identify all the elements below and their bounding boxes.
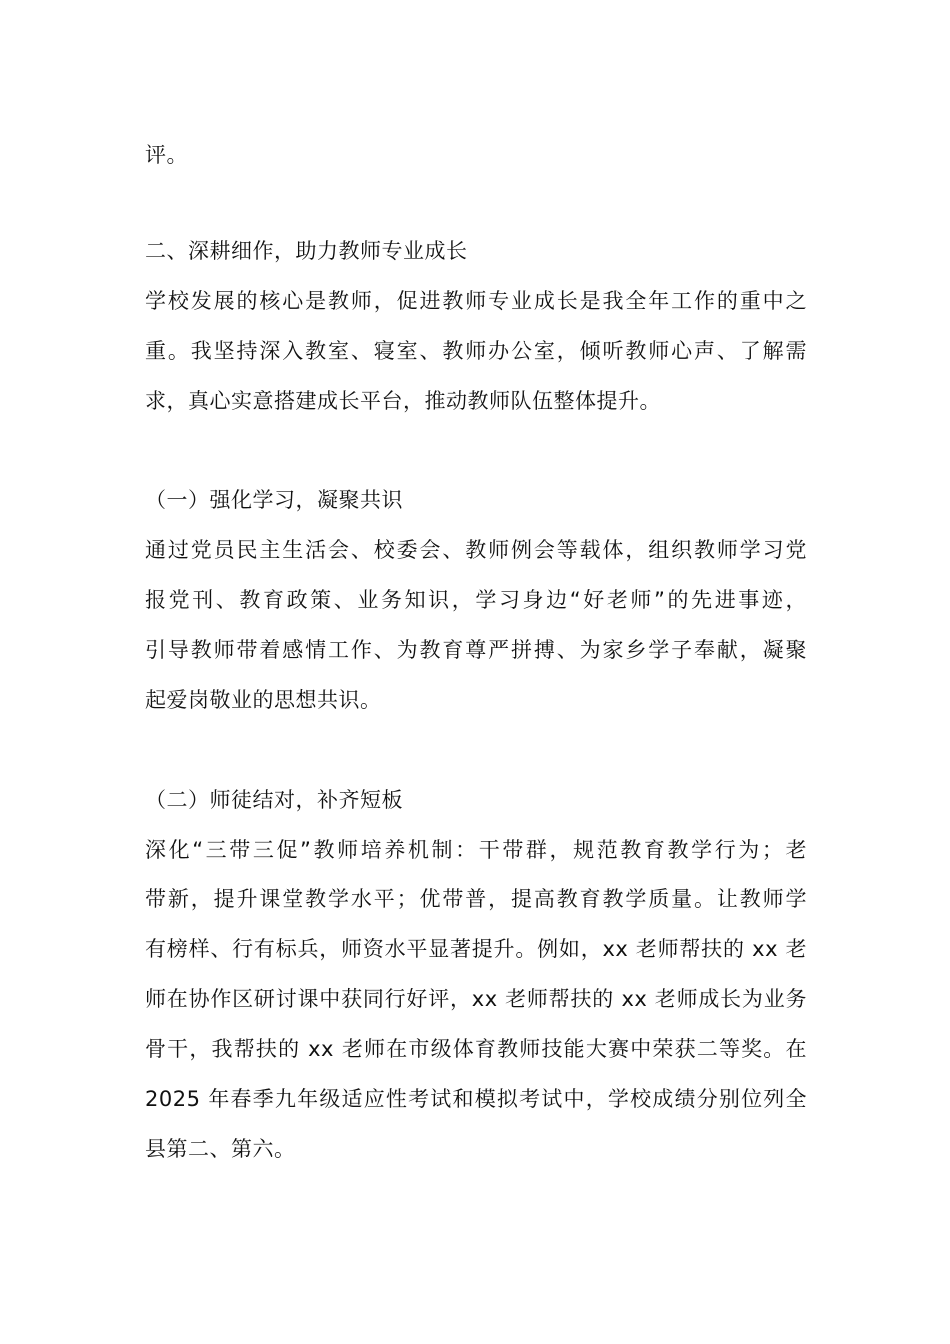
subsection-one-line: 通过党员民主生活会、校委会、教师例会等载体，组织教师学习党 xyxy=(145,538,807,562)
section-two-line: 求，真心实意搭建成长平台，推动教师队伍整体提升。 xyxy=(145,389,661,413)
subsection-two-heading: （二）师徒结对，补齐短板 xyxy=(145,788,403,812)
section-two-line: 重。我坚持深入教室、寝室、教师办公室，倾听教师心声、了解需 xyxy=(145,339,807,363)
subsection-two-line: 有榜样、行有标兵，师资水平显著提升。例如，xx 老师帮扶的 xx 老 xyxy=(145,937,807,961)
subsection-one-line: 引导教师带着感情工作、为教育尊严拼搏、为家乡学子奉献，凝聚 xyxy=(145,638,807,662)
subsection-two-line: 师在协作区研讨课中获同行好评，xx 老师帮扶的 xx 老师成长为业务 xyxy=(145,987,807,1011)
subsection-two-line: 县第二、第六。 xyxy=(145,1137,296,1161)
paragraph-fragment-end: 评。 xyxy=(145,143,188,167)
subsection-two-line: 带新，提升课堂教学水平；优带普，提高教育教学质量。让教师学 xyxy=(145,887,807,911)
section-two-heading: 二、深耕细作，助力教师专业成长 xyxy=(145,239,468,263)
subsection-two-line: 骨干，我帮扶的 xx 老师在市级体育教师技能大赛中荣获二等奖。在 xyxy=(145,1037,807,1061)
subsection-one-line: 报党刊、教育政策、业务知识，学习身边“好老师”的先进事迹， xyxy=(145,588,807,612)
subsection-two-line: 2025 年春季九年级适应性考试和模拟考试中，学校成绩分别位列全 xyxy=(145,1087,807,1111)
subsection-two-line: 深化“三带三促”教师培养机制：干带群，规范教育教学行为；老 xyxy=(145,838,807,862)
subsection-one-heading: （一）强化学习，凝聚共识 xyxy=(145,488,403,512)
section-two-line: 学校发展的核心是教师，促进教师专业成长是我全年工作的重中之 xyxy=(145,289,807,313)
subsection-one-line: 起爱岗敬业的思想共识。 xyxy=(145,688,382,712)
